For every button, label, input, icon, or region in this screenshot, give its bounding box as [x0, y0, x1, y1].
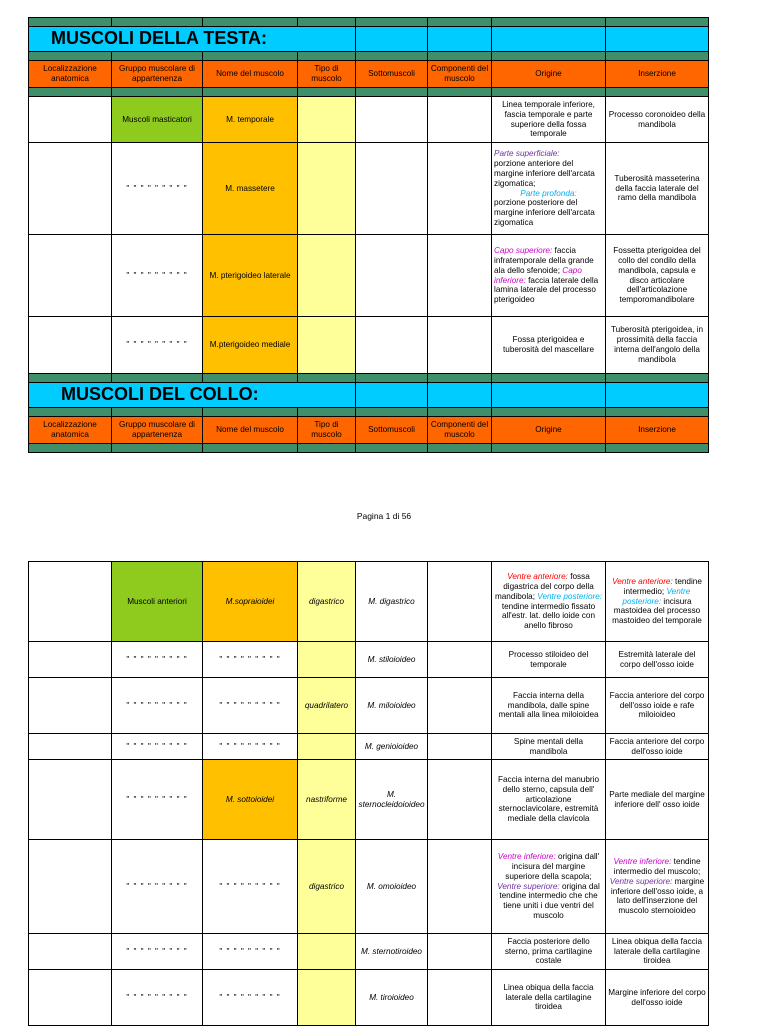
- components-cell: [428, 934, 492, 970]
- insertion-text: margine inferiore dell'osso ioide, a lato dell'inserzione del muscolo sternoioideo: [610, 876, 705, 916]
- table-row: [29, 97, 709, 143]
- table-row: [29, 970, 709, 1026]
- submuscle-cell: [356, 235, 428, 317]
- origin-cell: Faccia posteriore dello sterno, prima cartilagine costale: [492, 934, 606, 970]
- muscle-name-cell: M.sopraioidei: [203, 562, 298, 642]
- components-cell: [428, 678, 492, 734]
- loc-cell: [29, 143, 112, 235]
- insertion-cell: Linea obiqua della faccia laterale della cartilagine tiroidea: [606, 934, 709, 970]
- origin-label: Parte superficiale:: [494, 149, 560, 159]
- table-row: [29, 235, 709, 317]
- insertion-cell: Fossetta pterigoidea del collo del condilo della mandibola, capsula e disco articolare dell'articolazione temporomandibolare: [606, 235, 709, 317]
- muscle-name-cell: M. pterigoideo laterale: [203, 235, 298, 317]
- muscle-name-cell: M. sottoioidei: [203, 760, 298, 840]
- submuscle-cell: M. sternocleidoioideo: [356, 760, 428, 840]
- components-cell: [428, 970, 492, 1026]
- submuscle-cell: [356, 97, 428, 143]
- components-cell: [428, 562, 492, 642]
- header-gruppo: Gruppo muscolare di appartenenza: [112, 417, 203, 444]
- column-header-row: [29, 61, 709, 88]
- ditto-mark: " " " " " " " " ": [112, 143, 203, 235]
- loc-cell: [29, 562, 112, 642]
- origin-text: origina dall' incisura del margine superiore della scapola;: [505, 852, 600, 881]
- ditto-mark: " " " " " " " " ": [203, 678, 298, 734]
- components-cell: [428, 97, 492, 143]
- table-row: [29, 760, 709, 840]
- green-band: [29, 374, 709, 383]
- submuscle-cell: M. sternotiroideo: [356, 934, 428, 970]
- ditto-mark: " " " " " " " " ": [112, 678, 203, 734]
- insertion-cell: Margine inferiore del corpo dell'osso ioide: [606, 970, 709, 1026]
- header-componenti: Componenti del muscolo: [428, 417, 492, 444]
- type-cell: [298, 317, 356, 374]
- origin-cell: Processo stiloideo del temporale: [492, 642, 606, 678]
- components-cell: [428, 840, 492, 934]
- components-cell: [428, 642, 492, 678]
- submuscle-cell: M. digastrico: [356, 562, 428, 642]
- loc-cell: [29, 235, 112, 317]
- type-cell: [298, 934, 356, 970]
- ditto-mark: " " " " " " " " ": [203, 840, 298, 934]
- page-number: Pagina 1 di 56: [356, 511, 412, 521]
- insertion-text: incisura mastoidea del processo mastoideo del temporale: [612, 596, 702, 626]
- table-row: [29, 734, 709, 760]
- ditto-mark: " " " " " " " " ": [112, 934, 203, 970]
- table-row: [29, 840, 709, 934]
- header-localizzazione: Localizzazione anatomica: [29, 417, 112, 444]
- header-inserzione: Inserzione: [606, 61, 709, 88]
- type-cell: digastrico: [298, 840, 356, 934]
- loc-cell: [29, 934, 112, 970]
- ditto-mark: " " " " " " " " ": [203, 642, 298, 678]
- muscle-name-cell: M. massetere: [203, 143, 298, 235]
- table-row: [29, 934, 709, 970]
- origin-label: Ventre posteriore:: [537, 591, 603, 601]
- group-cell: Muscoli masticatori: [112, 97, 203, 143]
- origin-text: faccia infratemporale della grande ala dello sfenoide;: [494, 245, 594, 275]
- loc-cell: [29, 970, 112, 1026]
- components-cell: [428, 760, 492, 840]
- components-cell: [428, 317, 492, 374]
- section-title-head: MUSCOLI DELLA TESTA:: [29, 27, 356, 52]
- header-tipo: Tipo di muscolo: [298, 417, 356, 444]
- origin-label: Parte profonda:: [520, 188, 577, 198]
- section-title-row: [29, 383, 709, 408]
- submuscle-cell: M. stiloioideo: [356, 642, 428, 678]
- origin-label: Ventre inferiore:: [497, 852, 556, 862]
- ditto-mark: " " " " " " " " ": [112, 840, 203, 934]
- table-row: [29, 143, 709, 235]
- insertion-cell: Tuberosità masseterina della faccia laterale del ramo della mandibola: [606, 143, 709, 235]
- ditto-mark: " " " " " " " " ": [203, 970, 298, 1026]
- type-cell: [298, 642, 356, 678]
- header-nome: Nome del muscolo: [203, 417, 298, 444]
- origin-label: Capo inferiore:: [494, 265, 582, 285]
- header-sottomuscoli: Sottomuscoli: [356, 61, 428, 88]
- insertion-cell: Estremità laterale del corpo dell'osso ioide: [606, 642, 709, 678]
- origin-cell: Faccia interna della mandibola, dalle spine mentali alla linea miloioidea: [492, 678, 606, 734]
- section-title-row: [29, 27, 709, 52]
- green-band: [29, 88, 709, 97]
- origin-text: porzione anteriore del margine inferiore dell'arcata zigomatica;: [494, 158, 595, 188]
- components-cell: [428, 235, 492, 317]
- origin-text: origina dal tendine intermedio che che tiene uniti i due ventri del muscolo: [499, 881, 600, 921]
- header-tipo: Tipo di muscolo: [298, 61, 356, 88]
- muscle-name-cell: M. temporale: [203, 97, 298, 143]
- header-inserzione: Inserzione: [606, 417, 709, 444]
- green-band: [29, 444, 709, 453]
- table-row: [29, 562, 709, 642]
- origin-cell: Fossa pterigoidea e tuberosità del mascellare: [492, 317, 606, 374]
- submuscle-cell: [356, 317, 428, 374]
- muscle-name-cell: M.pterigoideo mediale: [203, 317, 298, 374]
- green-band: [29, 408, 709, 417]
- origin-label: Capo superiore:: [494, 245, 553, 255]
- insertion-label: Ventre posteriore:: [622, 586, 691, 606]
- loc-cell: [29, 734, 112, 760]
- header-componenti: Componenti del muscolo: [428, 61, 492, 88]
- origin-cell: [492, 143, 606, 235]
- head-muscles-table: [28, 17, 709, 453]
- type-cell: [298, 734, 356, 760]
- neck-muscles-table: [28, 561, 709, 1026]
- header-localizzazione: Localizzazione anatomica: [29, 61, 112, 88]
- table-row: [29, 317, 709, 374]
- ditto-mark: " " " " " " " " ": [112, 317, 203, 374]
- type-cell: quadrilatero: [298, 678, 356, 734]
- submuscle-cell: M. genioioideo: [356, 734, 428, 760]
- column-header-row: [29, 417, 709, 444]
- origin-cell: [492, 840, 606, 934]
- origin-text: fossa digastrica del corpo della mandibola;: [494, 571, 594, 601]
- submuscle-cell: M. tiroioideo: [356, 970, 428, 1026]
- type-cell: digastrico: [298, 562, 356, 642]
- type-cell: [298, 970, 356, 1026]
- origin-label: Ventre superiore:: [497, 881, 560, 891]
- insertion-cell: [606, 840, 709, 934]
- loc-cell: [29, 317, 112, 374]
- ditto-mark: " " " " " " " " ": [203, 934, 298, 970]
- loc-cell: [29, 642, 112, 678]
- loc-cell: [29, 97, 112, 143]
- origin-cell: [492, 562, 606, 642]
- origin-cell: Faccia interna del manubrio dello sterno, capsula dell' articolazione sternoclavicolare, estremità mediale della clavicola: [492, 760, 606, 840]
- origin-cell: Linea temporale inferiore, fascia temporale e parte superiore della fossa temporale: [492, 97, 606, 143]
- loc-cell: [29, 678, 112, 734]
- ditto-mark: " " " " " " " " ": [112, 642, 203, 678]
- loc-cell: [29, 760, 112, 840]
- insertion-cell: Faccia anteriore del corpo dell'osso ioide: [606, 734, 709, 760]
- insertion-label: Ventre superiore:: [609, 876, 673, 886]
- submuscle-cell: M. omoioideo: [356, 840, 428, 934]
- header-origine: Origine: [492, 61, 606, 88]
- insertion-cell: Processo coronoideo della mandibola: [606, 97, 709, 143]
- origin-cell: [492, 235, 606, 317]
- ditto-mark: " " " " " " " " ": [203, 734, 298, 760]
- insertion-cell: Faccia anteriore del corpo dell'osso ioide e rafe miloioideo: [606, 678, 709, 734]
- ditto-mark: " " " " " " " " ": [112, 734, 203, 760]
- loc-cell: [29, 840, 112, 934]
- type-cell: [298, 143, 356, 235]
- submuscle-cell: M. miloioideo: [356, 678, 428, 734]
- header-gruppo: Gruppo muscolare di appartenenza: [112, 61, 203, 88]
- type-cell: nastriforme: [298, 760, 356, 840]
- green-band: [29, 52, 709, 61]
- section-title-neck: MUSCOLI DEL COLLO:: [29, 383, 356, 408]
- ditto-mark: " " " " " " " " ": [112, 970, 203, 1026]
- insertion-text: tendine intermedio;: [623, 576, 702, 596]
- origin-text: faccia laterale della lamina laterale del processo pterigoideo: [494, 275, 599, 305]
- group-cell: Muscoli anteriori: [112, 562, 203, 642]
- insertion-text: tendine intermedio del muscolo;: [613, 856, 701, 876]
- type-cell: [298, 235, 356, 317]
- ditto-mark: " " " " " " " " ": [112, 760, 203, 840]
- components-cell: [428, 143, 492, 235]
- components-cell: [428, 734, 492, 760]
- header-origine: Origine: [492, 417, 606, 444]
- submuscle-cell: [356, 143, 428, 235]
- insertion-label: Ventre anteriore:: [612, 576, 673, 586]
- ditto-mark: " " " " " " " " ": [112, 235, 203, 317]
- table-row: [29, 642, 709, 678]
- green-band: [29, 18, 709, 27]
- insertion-cell: [606, 562, 709, 642]
- header-nome: Nome del muscolo: [203, 61, 298, 88]
- insertion-cell: Tuberosità pterigoidea, in prossimità della faccia interna dell'angolo della mandibola: [606, 317, 709, 374]
- origin-text: tendine intermedio fissato all'estr. lat. dello ioide con anello fibroso: [501, 601, 596, 631]
- insertion-label: Ventre inferiore:: [613, 856, 672, 866]
- origin-text: porzione posteriore del margine inferiore dell'arcata zigomatica: [494, 198, 595, 228]
- table-row: [29, 678, 709, 734]
- header-sottomuscoli: Sottomuscoli: [356, 417, 428, 444]
- origin-cell: Linea obiqua della faccia laterale della cartilagine tiroidea: [492, 970, 606, 1026]
- type-cell: [298, 97, 356, 143]
- origin-label: Ventre anteriore:: [507, 571, 568, 581]
- insertion-cell: Parte mediale del margine inferiore dell' osso ioide: [606, 760, 709, 840]
- origin-cell: Spine mentali della mandibola: [492, 734, 606, 760]
